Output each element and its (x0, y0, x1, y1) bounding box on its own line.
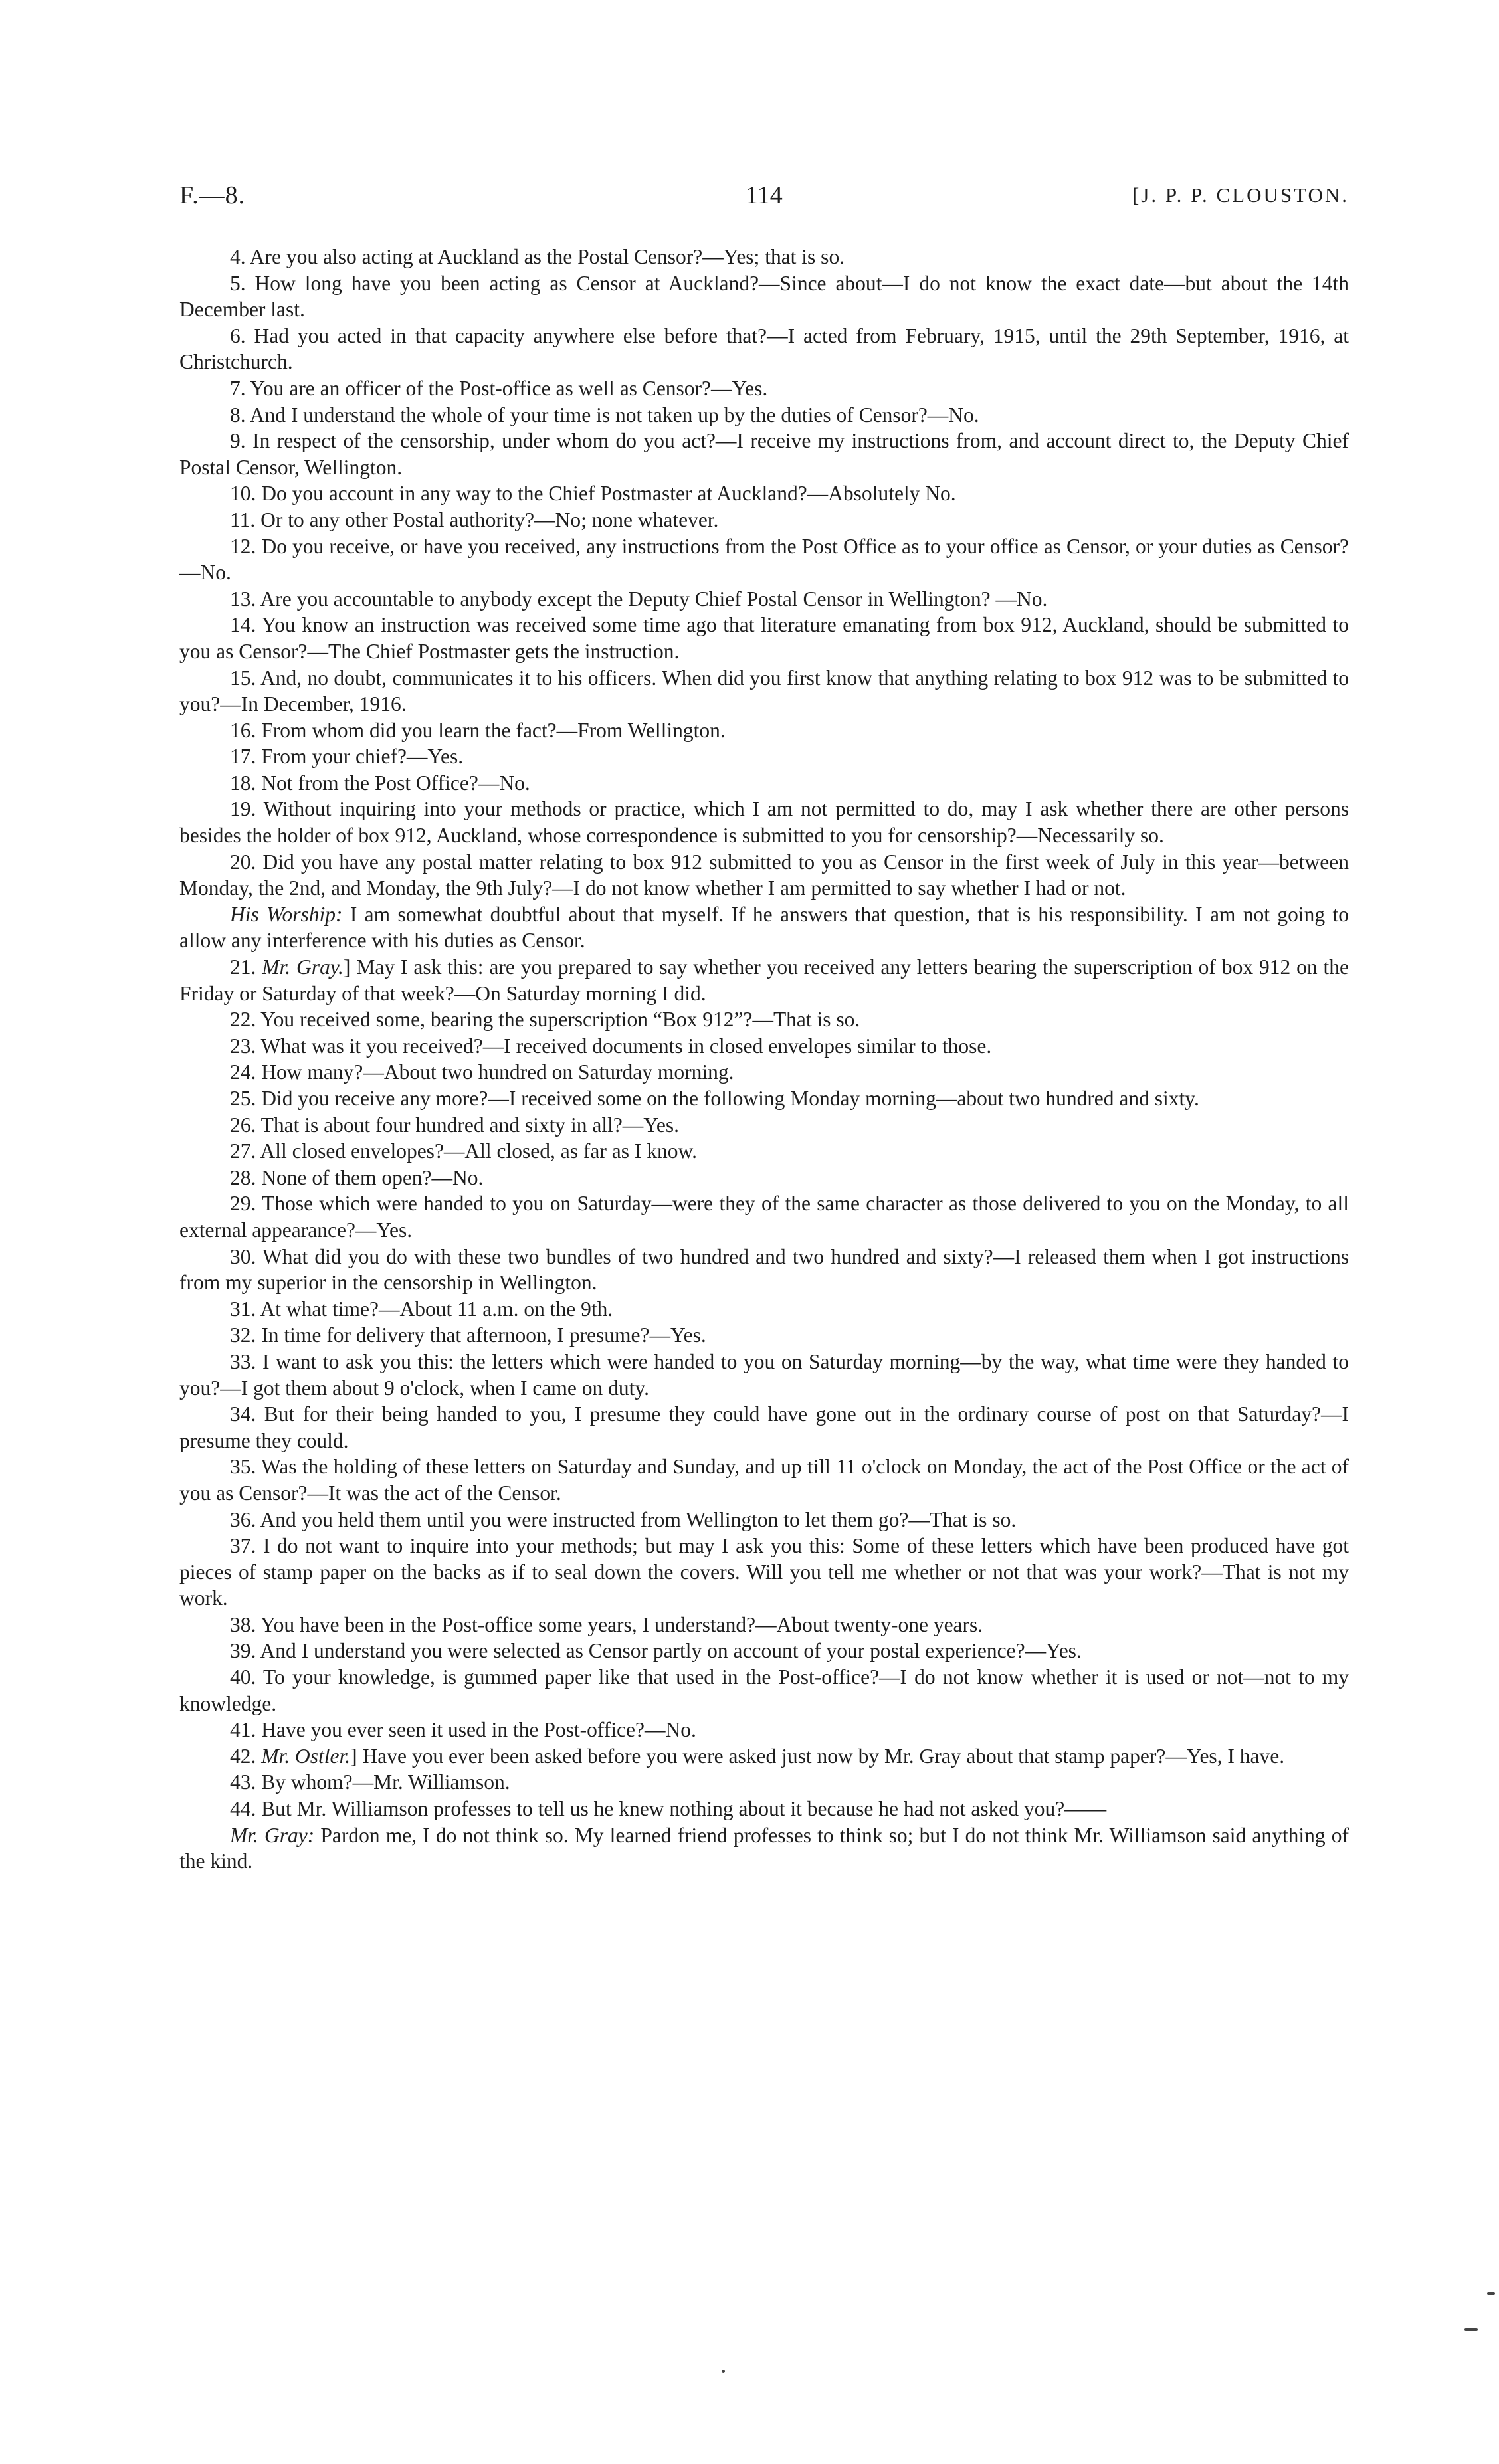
paragraph (179, 1454, 1349, 1506)
paragraph (179, 1612, 1349, 1638)
speaker-name: Mr. Gray. (262, 955, 344, 979)
paragraph-text: 19. Without inquiring into your methods or practice, which I am not permitted to do, may I ask whether there are other persons besides the holder of box 912, Auckland, whose correspondence is submitted to you for censorship?—Necessarily so. (179, 797, 1349, 848)
paragraph-text: 4. Are you also acting at Auckland as the Postal Censor?—Yes; that is so. (230, 245, 845, 268)
paragraph-text: 36. And you held them until you were instructed from Wellington to let them go?—That is so. (230, 1507, 1017, 1531)
paragraph-text: 31. At what time?—About 11 a.m. on the 9th. (230, 1297, 613, 1321)
paper-reference: F.—8. (179, 181, 246, 209)
paragraph (179, 1165, 1349, 1191)
paragraph-text: 35. Was the holding of these letters on Saturday and Sunday, and up till 11 o'clock on Monday, the act of the Post Office or the act of you as Censor?—It was the act of the Censor. (179, 1455, 1349, 1505)
speaker-name: Mr. Gray: (230, 1823, 315, 1847)
paragraph (179, 507, 1349, 533)
paragraph-text: 25. Did you receive any more?—I received some on the following Monday morning—about two hundred and sixty. (230, 1087, 1199, 1110)
paragraph (179, 244, 1349, 270)
paragraph-text: 23. What was it you received?—I received documents in closed envelopes similar to those. (230, 1034, 992, 1058)
document-body (179, 244, 1349, 1875)
paragraph (179, 901, 1349, 954)
paragraph-text: 13. Are you accountable to anybody except the Deputy Chief Postal Censor in Wellington? —No. (230, 587, 1048, 611)
paragraph (179, 428, 1349, 480)
paragraph (179, 1190, 1349, 1243)
page-number: 114 (746, 181, 783, 209)
paragraph-text: 33. I want to ask you this: the letters which were handed to you on Saturday morning—by the way, what time were they handed to you?—I got them about 9 o'clock, when I came on duty. (179, 1349, 1349, 1400)
paragraph-text: 37. I do not want to inquire into your methods; but may I ask you this: Some of these letters which have been produced have got pieces of stamp paper on the backs as if to seal down the covers. Will you tell me whether or not that was your work?—That is not my work. (179, 1534, 1349, 1610)
paragraph-text: 27. All closed envelopes?—All closed, as far as I know. (230, 1139, 698, 1163)
paragraph (179, 1533, 1349, 1612)
paragraph-text: Pardon me, I do not think so. My learned friend professes to think so; but I do not think Mr. Williamson said anything of the kind. (179, 1823, 1349, 1873)
paragraph-text: 6. Had you acted in that capacity anywhere else before that?—I acted from February, 1915, until the 29th September, 1916, at Christchurch. (179, 324, 1349, 374)
paragraph-text: I am somewhat doubtful about that myself. If he answers that question, that is his responsibility. I am not going to allow any interference with his duties as Censor. (179, 902, 1349, 953)
paragraph-text: 40. To your knowledge, is gummed paper like that used in the Post-office?—I do not know whether it is used or not—not to my knowledge. (179, 1665, 1349, 1715)
paragraph-text: 7. You are an officer of the Post-office as well as Censor?—Yes. (230, 376, 768, 400)
paragraph-text: 15. And, no doubt, communicates it to his officers. When did you first know that anything relating to box 912 was to be submitted to you?—In December, 1916. (179, 666, 1349, 716)
paragraph-text: 41. Have you ever seen it used in the Post-office?—No. (230, 1718, 696, 1742)
paragraph-text: 32. In time for delivery that afternoon, I presume?—Yes. (230, 1323, 706, 1347)
paragraph-text: 5. How long have you been acting as Censor at Auckland?—Since about—I do not know the exact date—but about the 14th December last. (179, 271, 1349, 322)
paragraph (179, 1296, 1349, 1323)
speaker-name: Mr. Ostler. (261, 1744, 351, 1768)
paragraph-text: 12. Do you receive, or have you received, any instructions from the Post Office as to your office as Censor, or your duties as Censor?—No. (179, 534, 1349, 585)
paragraph-text: 14. You know an instruction was received some time ago that literature emanating from box 912, Auckland, should be submitted to you as Censor?—The Chief Postmaster gets the instruction. (179, 613, 1349, 663)
witness-name: [J. P. P. CLOUSTON. (1132, 183, 1349, 207)
paragraph-text: 43. By whom?—Mr. Williamson. (230, 1770, 510, 1794)
paragraph (179, 1664, 1349, 1717)
paragraph (179, 1006, 1349, 1033)
paragraph-text: 28. None of them open?—No. (230, 1165, 484, 1189)
stray-mark (722, 2370, 725, 2373)
paragraph-text: 20. Did you have any postal matter relating to box 912 submitted to you as Censor in the first week of July in this year—between Monday, the 2nd, and Monday, the 9th July?—I do not know whether I am permitted to say whether I had or not. (179, 850, 1349, 900)
page-header (179, 181, 1349, 221)
question-number: 21. (230, 955, 262, 979)
paragraph (179, 665, 1349, 717)
paragraph-text: 29. Those which were handed to you on Saturday—were they of the same character as those delivered to you on the Monday, to all external appearance?—Yes. (179, 1192, 1349, 1242)
paragraph (179, 1796, 1349, 1822)
paragraph-text: ] May I ask this: are you prepared to say whether you received any letters bearing the superscription of box 912 on the Friday or Saturday of that week?—On Saturday morning I did. (179, 955, 1349, 1005)
paragraph-text: 11. Or to any other Postal authority?—No; none whatever. (230, 508, 719, 531)
question-number: 42. (230, 1744, 262, 1768)
paragraph (179, 1138, 1349, 1165)
stray-mark (1487, 2292, 1495, 2295)
paragraph (179, 1401, 1349, 1454)
speaker-name: His Worship: (230, 902, 343, 926)
paragraph (179, 323, 1349, 375)
paragraph-text: 39. And I understand you were selected as Censor partly on account of your postal experience?—Yes. (230, 1639, 1082, 1663)
paragraph (179, 743, 1349, 770)
stray-mark (1464, 2328, 1478, 2331)
paragraph-text: 26. That is about four hundred and sixty in all?—Yes. (230, 1113, 680, 1137)
paragraph (179, 1743, 1349, 1770)
paragraph (179, 480, 1349, 507)
paragraph (179, 770, 1349, 797)
paragraph (179, 1349, 1349, 1401)
paragraph-text: 24. How many?—About two hundred on Saturday morning. (230, 1060, 734, 1084)
paragraph (179, 270, 1349, 323)
paragraph (179, 1086, 1349, 1112)
paragraph (179, 402, 1349, 428)
paragraph (179, 1822, 1349, 1875)
paragraph (179, 586, 1349, 613)
paragraph (179, 1507, 1349, 1533)
paragraph (179, 954, 1349, 1006)
paragraph-text: 22. You received some, bearing the superscription “Box 912”?—That is so. (230, 1008, 860, 1032)
paragraph (179, 1638, 1349, 1664)
paragraph-text: 44. But Mr. Williamson professes to tell us he knew nothing about it because he had not asked you?—— (230, 1797, 1107, 1821)
paragraph (179, 1059, 1349, 1086)
paragraph-text: 38. You have been in the Post-office some years, I understand?—About twenty-one years. (230, 1612, 983, 1636)
paragraph (179, 1033, 1349, 1060)
paragraph-text: 17. From your chief?—Yes. (230, 745, 464, 769)
paragraph-text: 16. From whom did you learn the fact?—From Wellington. (230, 718, 726, 742)
paragraph-text: 30. What did you do with these two bundles of two hundred and two hundred and sixty?—I released them when I got instructions from my superior in the censorship in Wellington. (179, 1244, 1349, 1295)
paragraph-text: ] Have you ever been asked before you were asked just now by Mr. Gray about that stamp paper?—Yes, I have. (350, 1744, 1285, 1768)
paragraph-text: 8. And I understand the whole of your time is not taken up by the duties of Censor?—No. (230, 403, 979, 426)
paragraph (179, 1112, 1349, 1139)
paragraph (179, 1244, 1349, 1296)
paragraph-text: 9. In respect of the censorship, under whom do you act?—I receive my instructions from, and account direct to, the Deputy Chief Postal Censor, Wellington. (179, 429, 1349, 479)
paragraph-text: 34. But for their being handed to you, I presume they could have gone out in the ordinary course of post on that Saturday?—I presume they could. (179, 1402, 1349, 1452)
paragraph (179, 1717, 1349, 1743)
paragraph (179, 612, 1349, 664)
paragraph (179, 717, 1349, 744)
paragraph (179, 1322, 1349, 1349)
paragraph (179, 375, 1349, 402)
paragraph (179, 849, 1349, 901)
paragraph (179, 533, 1349, 586)
paragraph (179, 796, 1349, 848)
paragraph-text: 10. Do you account in any way to the Chief Postmaster at Auckland?—Absolutely No. (230, 482, 956, 506)
paragraph (179, 1769, 1349, 1796)
paragraph-text: 18. Not from the Post Office?—No. (230, 771, 530, 795)
